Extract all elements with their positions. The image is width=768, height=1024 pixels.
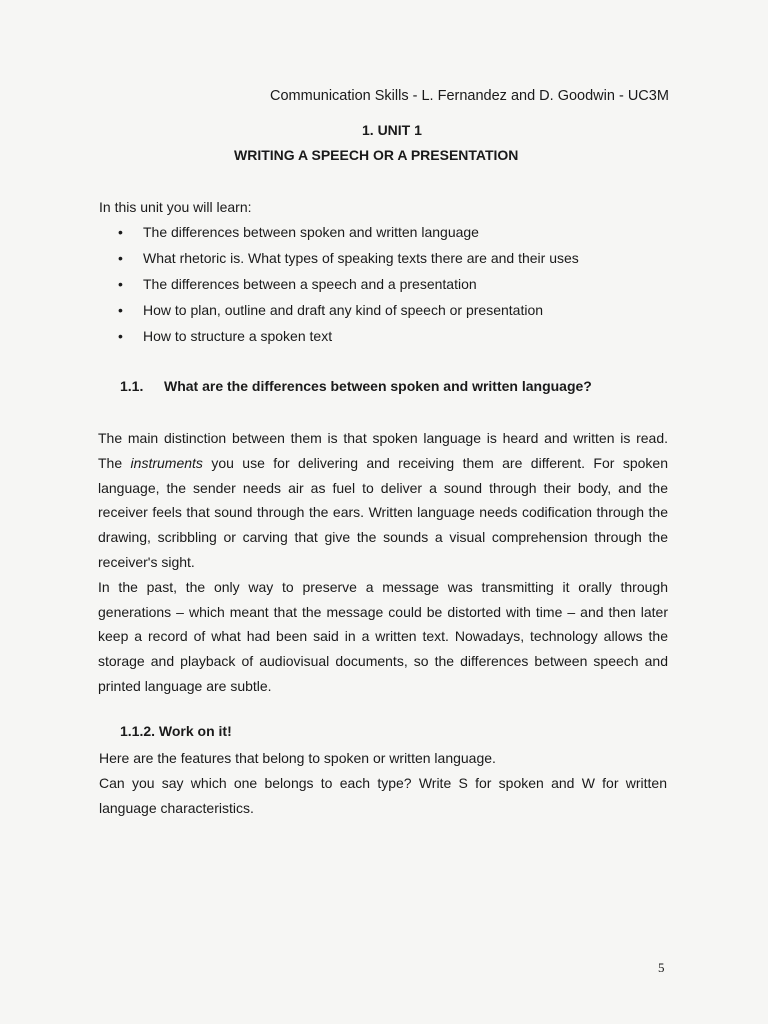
section-heading	[120, 378, 592, 394]
bullet-icon: •	[118, 276, 123, 292]
paragraph-text: you use for delivering and receiving them are different. For spoken language, the sender needs air as fuel to deliver a sound through their body, and the receiver feels that sound through the ears. Written language needs codification through the drawing, scribbling or carving that give the sounds a visual comprehension through the receiver's sight.	[98, 454, 668, 570]
list-item	[118, 300, 579, 326]
list-item	[118, 222, 579, 248]
unit-number: 1. UNIT 1	[362, 122, 422, 138]
paragraph: Here are the features that belong to spoken or written language.	[99, 750, 496, 766]
exercise-instructions	[99, 746, 667, 820]
section-body	[98, 426, 668, 699]
list-item-text: The differences between spoken and written language	[143, 224, 479, 240]
learning-objectives-list	[118, 222, 579, 352]
list-item-text: The differences between a speech and a presentation	[143, 276, 477, 292]
paragraph: Can you say which one belongs to each type? Write S for spoken and W for written language characteristics.	[99, 774, 667, 816]
subsection-heading: 1.1.2. Work on it!	[120, 723, 232, 739]
list-item	[118, 248, 579, 274]
paragraph	[98, 426, 668, 575]
list-item-text: How to structure a spoken text	[143, 328, 333, 344]
bullet-icon: •	[118, 224, 123, 240]
list-item	[118, 274, 579, 300]
emphasis-text: instruments	[130, 454, 203, 471]
section-title: What are the differences between spoken and written language?	[164, 378, 592, 394]
bullet-icon: •	[118, 250, 123, 266]
paragraph: In the past, the only way to preserve a message was transmitting it orally through generations – which meant that the message could be distorted with time – and then later keep a record of what had been said in a written text. Nowadays, technology allows the storage and playback of audiovisual documents, so the differences between speech and printed language are subtle.	[98, 578, 668, 694]
bullet-icon: •	[118, 328, 123, 344]
section-number: 1.1.	[120, 378, 144, 394]
bullet-icon: •	[118, 302, 123, 318]
intro-lead: In this unit you will learn:	[99, 199, 252, 215]
list-item	[118, 326, 579, 352]
paragraph-text: The main distinction between them is that spoken language is heard and written is read. The	[98, 430, 668, 471]
unit-title: WRITING A SPEECH OR A PRESENTATION	[234, 147, 519, 163]
list-item-text: How to plan, outline and draft any kind of speech or presentation	[143, 302, 544, 318]
running-header: Communication Skills - L. Fernandez and D. Goodwin - UC3M	[270, 88, 669, 104]
page-number: 5	[658, 960, 665, 975]
list-item-text: What rhetoric is. What types of speaking texts there are and their uses	[143, 250, 579, 266]
